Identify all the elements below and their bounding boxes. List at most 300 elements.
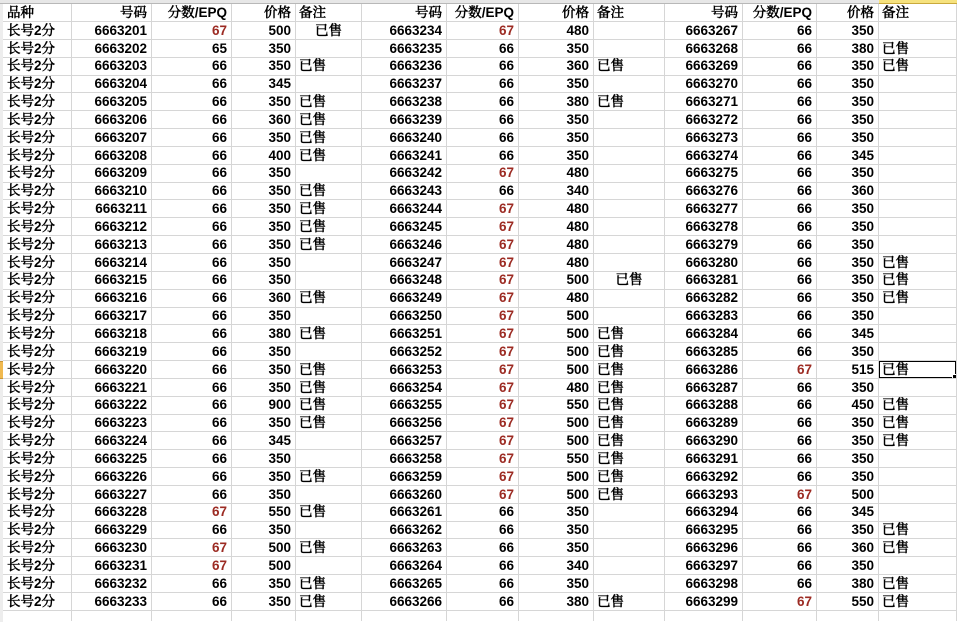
cell-note[interactable]: 已售 [594, 58, 665, 76]
cell-variety[interactable]: 长号2分 [3, 93, 72, 111]
cell-number[interactable]: 6663250 [362, 308, 447, 326]
cell-note[interactable] [594, 236, 665, 254]
cell-price[interactable]: 350 [519, 129, 594, 147]
cell-variety[interactable]: 长号2分 [3, 129, 72, 147]
cell-number[interactable]: 6663292 [665, 468, 743, 486]
cell-number[interactable]: 6663275 [665, 165, 743, 183]
cell-score[interactable]: 66 [743, 539, 817, 557]
cell-price[interactable]: 500 [519, 272, 594, 290]
cell-variety[interactable]: 长号2分 [3, 111, 72, 129]
cell-number[interactable]: 6663252 [362, 343, 447, 361]
cell-score[interactable]: 66 [152, 111, 232, 129]
cell-number[interactable]: 6663213 [72, 236, 152, 254]
cell-price[interactable]: 350 [519, 539, 594, 557]
cell-note[interactable] [296, 432, 362, 450]
cell-note[interactable] [594, 308, 665, 326]
cell-price[interactable]: 500 [232, 539, 296, 557]
cell-price[interactable]: 350 [232, 522, 296, 540]
cell-number[interactable]: 6663289 [665, 415, 743, 433]
cell-variety[interactable]: 长号2分 [3, 254, 72, 272]
cell-price[interactable]: 350 [817, 22, 879, 40]
cell-score[interactable]: 66 [447, 76, 519, 94]
cell-empty[interactable] [152, 611, 232, 621]
cell-score[interactable]: 67 [447, 379, 519, 397]
cell-note[interactable] [879, 93, 957, 111]
cell-score[interactable]: 66 [743, 111, 817, 129]
cell-price[interactable]: 480 [519, 165, 594, 183]
cell-score[interactable]: 66 [447, 504, 519, 522]
cell-price[interactable]: 480 [519, 22, 594, 40]
cell-number[interactable]: 6663235 [362, 40, 447, 58]
cell-number[interactable]: 6663208 [72, 147, 152, 165]
cell-number[interactable]: 6663251 [362, 325, 447, 343]
cell-price[interactable]: 350 [232, 58, 296, 76]
cell-score[interactable]: 66 [743, 147, 817, 165]
cell-note[interactable] [594, 290, 665, 308]
cell-score[interactable]: 66 [743, 40, 817, 58]
cell-price[interactable]: 350 [232, 415, 296, 433]
cell-number[interactable]: 6663276 [665, 183, 743, 201]
cell-number[interactable]: 6663231 [72, 557, 152, 575]
cell-price[interactable]: 350 [817, 308, 879, 326]
cell-score[interactable]: 66 [152, 468, 232, 486]
cell-number[interactable]: 6663217 [72, 308, 152, 326]
cell-note[interactable]: 已售 [594, 486, 665, 504]
cell-note[interactable] [879, 450, 957, 468]
cell-price[interactable]: 350 [817, 111, 879, 129]
cell-score[interactable]: 65 [152, 40, 232, 58]
cell-number[interactable]: 6663214 [72, 254, 152, 272]
header-number[interactable]: 号码 [362, 4, 447, 22]
cell-number[interactable]: 6663256 [362, 415, 447, 433]
cell-price[interactable]: 350 [817, 218, 879, 236]
cell-number[interactable]: 6663241 [362, 147, 447, 165]
cell-score[interactable]: 66 [743, 22, 817, 40]
cell-score[interactable]: 66 [447, 129, 519, 147]
cell-note[interactable] [296, 254, 362, 272]
cell-note[interactable]: 已售 [296, 218, 362, 236]
cell-score[interactable]: 66 [743, 504, 817, 522]
cell-number[interactable]: 6663285 [665, 343, 743, 361]
cell-note[interactable] [594, 183, 665, 201]
cell-price[interactable]: 350 [519, 147, 594, 165]
cell-number[interactable]: 6663226 [72, 468, 152, 486]
cell-note[interactable] [594, 254, 665, 272]
cell-score[interactable]: 67 [152, 557, 232, 575]
cell-variety[interactable]: 长号2分 [3, 165, 72, 183]
cell-price[interactable]: 350 [232, 165, 296, 183]
cell-score[interactable]: 66 [152, 254, 232, 272]
cell-score[interactable]: 66 [152, 290, 232, 308]
cell-score[interactable]: 66 [447, 557, 519, 575]
cell-price[interactable]: 550 [232, 504, 296, 522]
cell-variety[interactable]: 长号2分 [3, 200, 72, 218]
cell-score[interactable]: 66 [743, 58, 817, 76]
cell-empty[interactable] [72, 611, 152, 621]
cell-score[interactable]: 66 [447, 522, 519, 540]
cell-score[interactable]: 66 [447, 111, 519, 129]
cell-score[interactable]: 66 [152, 58, 232, 76]
cell-price[interactable]: 350 [817, 58, 879, 76]
cell-note[interactable] [594, 165, 665, 183]
cell-empty[interactable] [743, 611, 817, 621]
cell-note[interactable]: 已售 [296, 290, 362, 308]
cell-number[interactable]: 6663270 [665, 76, 743, 94]
cell-note[interactable]: 已售 [296, 183, 362, 201]
cell-variety[interactable]: 长号2分 [3, 40, 72, 58]
cell-number[interactable]: 6663287 [665, 379, 743, 397]
cell-note[interactable] [594, 539, 665, 557]
cell-note[interactable] [879, 504, 957, 522]
cell-number[interactable]: 6663221 [72, 379, 152, 397]
cell-number[interactable]: 6663239 [362, 111, 447, 129]
header-note[interactable]: 备注 [594, 4, 665, 22]
cell-score[interactable]: 66 [152, 432, 232, 450]
cell-note[interactable] [879, 325, 957, 343]
cell-price[interactable]: 350 [519, 522, 594, 540]
header-note[interactable]: 备注 [296, 4, 362, 22]
cell-price[interactable]: 380 [232, 325, 296, 343]
cell-price[interactable]: 350 [817, 557, 879, 575]
cell-note[interactable]: 已售 [296, 200, 362, 218]
cell-price[interactable]: 340 [519, 557, 594, 575]
header-price[interactable]: 价格 [817, 4, 879, 22]
cell-price[interactable]: 360 [232, 111, 296, 129]
cell-price[interactable]: 350 [817, 290, 879, 308]
cell-score[interactable]: 66 [447, 183, 519, 201]
cell-note[interactable]: 已售 [879, 40, 957, 58]
cell-note[interactable]: 已售 [879, 593, 957, 611]
cell-note[interactable] [594, 218, 665, 236]
cell-note[interactable] [296, 308, 362, 326]
cell-score[interactable]: 66 [743, 93, 817, 111]
cell-number[interactable]: 6663246 [362, 236, 447, 254]
cell-note[interactable] [879, 111, 957, 129]
cell-variety[interactable]: 长号2分 [3, 290, 72, 308]
header-number[interactable]: 号码 [665, 4, 743, 22]
cell-note[interactable]: 已售 [594, 361, 665, 379]
cell-number[interactable]: 6663230 [72, 539, 152, 557]
cell-number[interactable]: 6663207 [72, 129, 152, 147]
cell-score[interactable]: 66 [743, 415, 817, 433]
cell-price[interactable]: 380 [817, 40, 879, 58]
cell-score[interactable]: 66 [152, 361, 232, 379]
cell-note[interactable]: 已售 [879, 272, 957, 290]
cell-price[interactable]: 400 [232, 147, 296, 165]
cell-score[interactable]: 66 [152, 486, 232, 504]
cell-score[interactable]: 66 [152, 325, 232, 343]
cell-note[interactable] [594, 76, 665, 94]
fill-handle[interactable] [952, 374, 957, 379]
cell-number[interactable]: 6663219 [72, 343, 152, 361]
cell-number[interactable]: 6663202 [72, 40, 152, 58]
cell-number[interactable]: 6663245 [362, 218, 447, 236]
cell-price[interactable]: 350 [232, 468, 296, 486]
cell-price[interactable]: 345 [232, 432, 296, 450]
cell-price[interactable]: 350 [817, 522, 879, 540]
cell-number[interactable]: 6663237 [362, 76, 447, 94]
cell-note[interactable]: 已售 [594, 432, 665, 450]
cell-variety[interactable]: 长号2分 [3, 272, 72, 290]
cell-note[interactable]: 已售 [879, 58, 957, 76]
cell-note[interactable]: 已售 [879, 397, 957, 415]
cell-empty[interactable] [296, 611, 362, 621]
cell-variety[interactable]: 长号2分 [3, 522, 72, 540]
cell-number[interactable]: 6663201 [72, 22, 152, 40]
cell-score[interactable]: 67 [743, 361, 817, 379]
cell-price[interactable]: 380 [817, 575, 879, 593]
cell-note[interactable] [296, 272, 362, 290]
cell-note[interactable] [594, 147, 665, 165]
cell-note[interactable] [879, 22, 957, 40]
cell-price[interactable]: 900 [232, 397, 296, 415]
cell-number[interactable]: 6663284 [665, 325, 743, 343]
cell-score[interactable]: 66 [152, 272, 232, 290]
cell-price[interactable]: 550 [519, 450, 594, 468]
cell-score[interactable]: 66 [152, 593, 232, 611]
cell-score[interactable]: 67 [447, 236, 519, 254]
cell-note[interactable] [594, 129, 665, 147]
cell-number[interactable]: 6663297 [665, 557, 743, 575]
cell-note[interactable] [879, 200, 957, 218]
cell-number[interactable]: 6663286 [665, 361, 743, 379]
cell-price[interactable]: 345 [817, 147, 879, 165]
cell-score[interactable]: 67 [743, 593, 817, 611]
cell-note[interactable] [296, 557, 362, 575]
cell-note[interactable] [879, 468, 957, 486]
cell-score[interactable]: 66 [152, 522, 232, 540]
cell-note[interactable]: 已售 [296, 415, 362, 433]
cell-number[interactable]: 6663249 [362, 290, 447, 308]
cell-score[interactable]: 66 [743, 254, 817, 272]
cell-number[interactable]: 6663281 [665, 272, 743, 290]
cell-number[interactable]: 6663253 [362, 361, 447, 379]
cell-empty[interactable] [879, 611, 957, 621]
cell-price[interactable]: 350 [232, 450, 296, 468]
cell-price[interactable]: 360 [232, 290, 296, 308]
cell-number[interactable]: 6663267 [665, 22, 743, 40]
cell-score[interactable]: 66 [743, 468, 817, 486]
cell-score[interactable]: 66 [152, 415, 232, 433]
cell-variety[interactable]: 长号2分 [3, 379, 72, 397]
header-note[interactable]: 备注 [879, 4, 957, 22]
cell-price[interactable]: 480 [519, 290, 594, 308]
header-price[interactable]: 价格 [519, 4, 594, 22]
cell-note[interactable]: 已售 [879, 432, 957, 450]
cell-note[interactable]: 已售 [594, 450, 665, 468]
header-score[interactable]: 分数/EPQ [152, 4, 232, 22]
cell-price[interactable]: 350 [232, 218, 296, 236]
cell-price[interactable]: 350 [232, 308, 296, 326]
cell-score[interactable]: 67 [152, 22, 232, 40]
cell-score[interactable]: 66 [152, 183, 232, 201]
cell-number[interactable]: 6663262 [362, 522, 447, 540]
cell-note[interactable]: 已售 [296, 379, 362, 397]
cell-note[interactable]: 已售 [594, 415, 665, 433]
cell-price[interactable]: 500 [232, 22, 296, 40]
cell-price[interactable]: 350 [817, 415, 879, 433]
cell-note[interactable] [594, 504, 665, 522]
cell-variety[interactable]: 长号2分 [3, 361, 72, 379]
cell-score[interactable]: 66 [152, 308, 232, 326]
cell-number[interactable]: 6663291 [665, 450, 743, 468]
cell-note[interactable]: 已售 [594, 272, 665, 290]
cell-number[interactable]: 6663265 [362, 575, 447, 593]
cell-price[interactable]: 380 [519, 93, 594, 111]
cell-number[interactable]: 6663283 [665, 308, 743, 326]
cell-score[interactable]: 66 [152, 200, 232, 218]
cell-number[interactable]: 6663248 [362, 272, 447, 290]
cell-price[interactable]: 340 [519, 183, 594, 201]
cell-note[interactable] [879, 165, 957, 183]
cell-score[interactable]: 67 [447, 361, 519, 379]
cell-number[interactable]: 6663247 [362, 254, 447, 272]
cell-number[interactable]: 6663236 [362, 58, 447, 76]
cell-number[interactable]: 6663209 [72, 165, 152, 183]
cell-score[interactable]: 66 [743, 272, 817, 290]
cell-number[interactable]: 6663259 [362, 468, 447, 486]
cell-score[interactable]: 67 [447, 22, 519, 40]
cell-empty[interactable] [594, 611, 665, 621]
cell-note[interactable]: 已售 [296, 504, 362, 522]
header-variety[interactable]: 品种 [3, 4, 72, 22]
cell-variety[interactable]: 长号2分 [3, 539, 72, 557]
cell-empty[interactable] [447, 611, 519, 621]
cell-number[interactable]: 6663224 [72, 432, 152, 450]
cell-score[interactable]: 67 [447, 254, 519, 272]
cell-score[interactable]: 66 [743, 575, 817, 593]
header-number[interactable]: 号码 [72, 4, 152, 22]
cell-note[interactable] [594, 557, 665, 575]
cell-score[interactable]: 66 [743, 343, 817, 361]
cell-price[interactable]: 480 [519, 254, 594, 272]
cell-note[interactable] [879, 129, 957, 147]
cell-score[interactable]: 66 [743, 379, 817, 397]
cell-price[interactable]: 515 [817, 361, 879, 379]
cell-note[interactable]: 已售 [296, 58, 362, 76]
cell-number[interactable]: 6663288 [665, 397, 743, 415]
cell-note[interactable]: 已售 [879, 539, 957, 557]
cell-note[interactable] [594, 200, 665, 218]
cell-score[interactable]: 66 [743, 397, 817, 415]
cell-price[interactable]: 350 [232, 183, 296, 201]
cell-note[interactable] [594, 111, 665, 129]
cell-price[interactable]: 345 [817, 325, 879, 343]
cell-price[interactable]: 350 [232, 129, 296, 147]
cell-number[interactable]: 6663205 [72, 93, 152, 111]
cell-price[interactable]: 350 [817, 468, 879, 486]
cell-number[interactable]: 6663220 [72, 361, 152, 379]
cell-price[interactable]: 500 [519, 415, 594, 433]
cell-number[interactable]: 6663294 [665, 504, 743, 522]
cell-score[interactable]: 67 [447, 343, 519, 361]
cell-number[interactable]: 6663234 [362, 22, 447, 40]
cell-score[interactable]: 66 [152, 147, 232, 165]
cell-price[interactable]: 350 [232, 236, 296, 254]
cell-note[interactable] [296, 165, 362, 183]
cell-price[interactable]: 350 [817, 76, 879, 94]
cell-empty[interactable] [3, 611, 72, 621]
cell-score[interactable]: 66 [152, 397, 232, 415]
cell-score[interactable]: 66 [743, 450, 817, 468]
cell-number[interactable]: 6663263 [362, 539, 447, 557]
cell-score[interactable]: 66 [152, 236, 232, 254]
cell-note[interactable]: 已售 [296, 93, 362, 111]
cell-number[interactable]: 6663211 [72, 200, 152, 218]
cell-score[interactable]: 66 [743, 432, 817, 450]
cell-score[interactable]: 66 [743, 183, 817, 201]
cell-price[interactable]: 350 [817, 165, 879, 183]
cell-number[interactable]: 6663223 [72, 415, 152, 433]
cell-variety[interactable]: 长号2分 [3, 183, 72, 201]
cell-score[interactable]: 66 [743, 325, 817, 343]
cell-price[interactable]: 500 [519, 308, 594, 326]
cell-note[interactable]: 已售 [296, 325, 362, 343]
cell-variety[interactable]: 长号2分 [3, 504, 72, 522]
cell-score[interactable]: 67 [152, 539, 232, 557]
cell-price[interactable]: 500 [519, 343, 594, 361]
cell-note[interactable]: 已售 [879, 522, 957, 540]
cell-score[interactable]: 66 [743, 218, 817, 236]
cell-price[interactable]: 350 [519, 40, 594, 58]
cell-note[interactable] [296, 486, 362, 504]
cell-score[interactable]: 67 [152, 504, 232, 522]
cell-variety[interactable]: 长号2分 [3, 468, 72, 486]
cell-note[interactable] [879, 486, 957, 504]
cell-score[interactable]: 67 [447, 308, 519, 326]
cell-score[interactable]: 66 [743, 308, 817, 326]
cell-number[interactable]: 6663204 [72, 76, 152, 94]
cell-price[interactable]: 380 [519, 593, 594, 611]
cell-score[interactable]: 66 [743, 522, 817, 540]
cell-variety[interactable]: 长号2分 [3, 147, 72, 165]
cell-number[interactable]: 6663293 [665, 486, 743, 504]
cell-price[interactable]: 350 [817, 432, 879, 450]
cell-score[interactable]: 67 [743, 486, 817, 504]
cell-price[interactable]: 350 [817, 254, 879, 272]
cell-score[interactable]: 66 [152, 450, 232, 468]
cell-price[interactable]: 350 [519, 575, 594, 593]
cell-number[interactable]: 6663278 [665, 218, 743, 236]
cell-score[interactable]: 67 [447, 415, 519, 433]
cell-number[interactable]: 6663282 [665, 290, 743, 308]
cell-number[interactable]: 6663206 [72, 111, 152, 129]
cell-score[interactable]: 66 [447, 593, 519, 611]
cell-number[interactable]: 6663269 [665, 58, 743, 76]
cell-note[interactable] [296, 450, 362, 468]
cell-variety[interactable]: 长号2分 [3, 22, 72, 40]
cell-number[interactable]: 6663258 [362, 450, 447, 468]
cell-note[interactable]: 已售 [879, 415, 957, 433]
cell-price[interactable]: 360 [519, 58, 594, 76]
cell-score[interactable]: 66 [152, 379, 232, 397]
cell-variety[interactable]: 长号2分 [3, 593, 72, 611]
cell-price[interactable]: 480 [519, 218, 594, 236]
cell-score[interactable]: 66 [152, 218, 232, 236]
cell-score[interactable]: 67 [447, 325, 519, 343]
cell-price[interactable]: 350 [817, 450, 879, 468]
cell-number[interactable]: 6663233 [72, 593, 152, 611]
cell-empty[interactable] [362, 611, 447, 621]
cell-price[interactable]: 350 [519, 504, 594, 522]
cell-score[interactable]: 67 [447, 432, 519, 450]
cell-number[interactable]: 6663274 [665, 147, 743, 165]
cell-number[interactable]: 6663273 [665, 129, 743, 147]
cell-number[interactable]: 6663298 [665, 575, 743, 593]
cell-note[interactable] [594, 22, 665, 40]
cell-number[interactable]: 6663229 [72, 522, 152, 540]
cell-price[interactable]: 350 [232, 40, 296, 58]
